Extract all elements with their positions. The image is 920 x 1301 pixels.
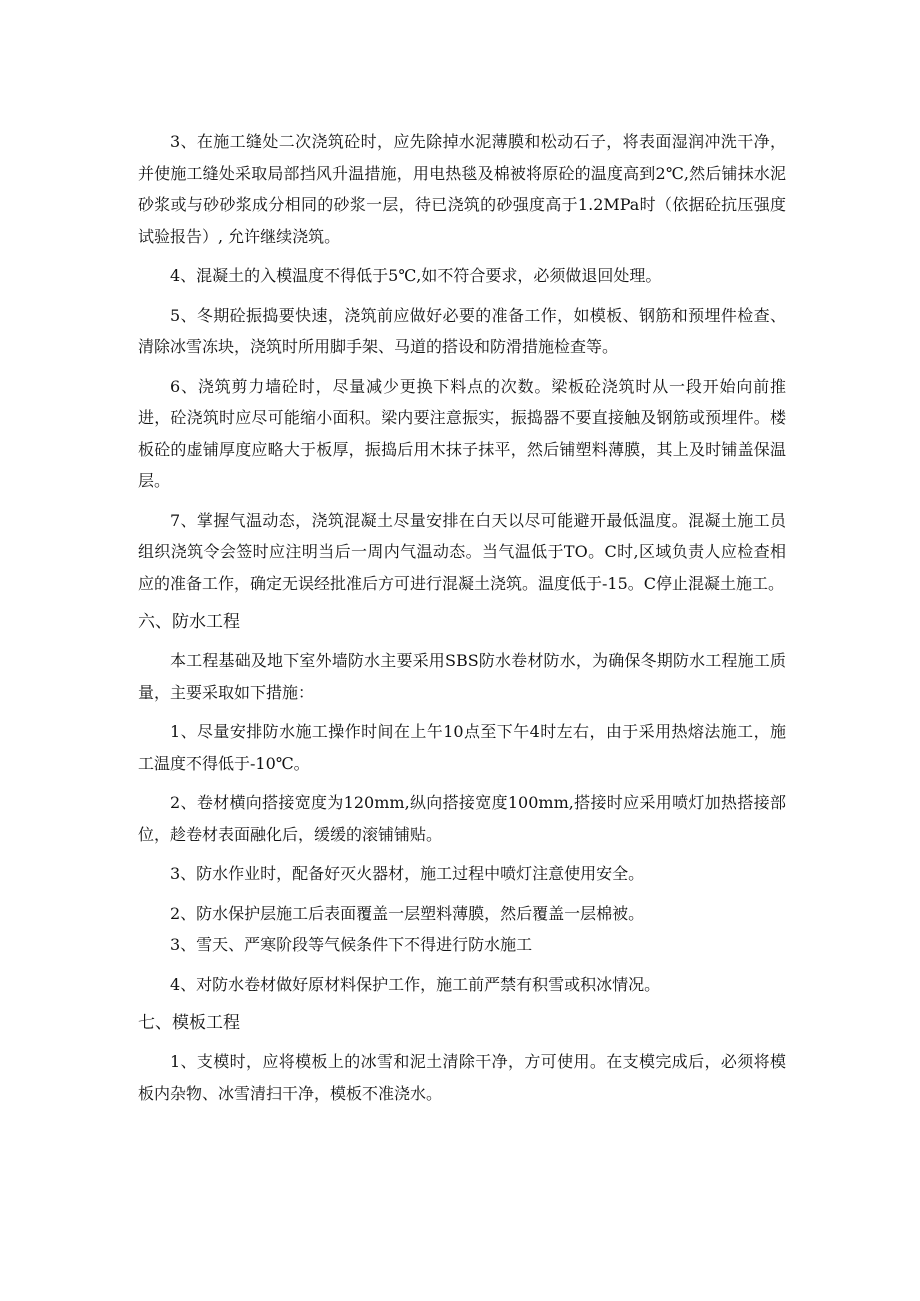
paragraph-material-protection: 4、对防水卷材做好原材料保护工作，施工前严禁有积雪或积冰情况。 <box>170 974 661 994</box>
paragraph-temperature-monitoring: 7、掌握气温动态，浇筑混凝土尽量安排在白天以尽可能避开最低温度。混凝土施工员组织浇筑令会签时应注明当后一周内气温动态。当气温低于TO。C时,区域负责人应检查相应的准备工作，确定无误经批准后方可进行混凝土浇筑。温度低于-15。C停止混凝土施工。 <box>138 510 786 593</box>
document-body <box>138 126 786 1117</box>
paragraph-winter-vibration: 5、冬期砼振捣要快速，浇筑前应做好必要的准备工作，如模板、钢筋和预埋件检查、清除冰雪冻块，浇筑时所用脚手架、马道的搭设和防滑措施检查等。 <box>138 305 786 356</box>
paragraph-concrete-construction-joint: 3、在施工缝处二次浇筑砼时，应先除掉水泥薄膜和松动石子，将表面湿润冲洗干净，并使施工缝处采取局部挡风升温措施，用电热毯及棉被将原砼的温度高到2℃,然后铺抹水泥砂浆或与砂砂浆成分相同的砂浆一层，待已浇筑的砂强度高于1.2MPa时（依据砼抗压强度试验报告）, 允许继续浇筑。 <box>138 132 786 246</box>
section-heading-waterproofing: 六、防水工程 <box>138 612 240 632</box>
paragraph-formwork-cleaning: 1、支模时，应将模板上的冰雪和泥土清除干净，方可使用。在支模完成后，必须将模板内杂物、冰雪清扫干净，模板不准浇水。 <box>138 1052 786 1103</box>
paragraph-fire-safety: 3、防水作业时，配备好灭火器材，施工过程中喷灯注意使用安全。 <box>170 864 645 883</box>
paragraph-shear-wall-pouring: 6、浇筑剪力墙砼时，尽量减少更换下料点的次数。梁板砼浇筑时从一段开始向前推进，砼浇筑时应尽可能缩小面积。梁内要注意振实，振捣器不要直接触及钢筋或预埋件。楼板砼的虚铺厚度应略大于板厚，振捣后用木抹子抹平，然后铺塑料薄膜，其上及时铺盖保温层。 <box>138 376 786 490</box>
paragraph-protective-layer: 2、防水保护层施工后表面覆盖一层塑料薄膜，然后覆盖一层棉被。 <box>170 903 645 923</box>
paragraph-membrane-overlap: 2、卷材横向搭接宽度为120mm,纵向搭接宽度100mm,搭接时应采用喷灯加热搭接部位，趁卷材表面融化后，缓缓的滚铺铺贴。 <box>138 793 786 844</box>
paragraph-weather-restriction: 3、雪天、严寒阶段等气候条件下不得进行防水施工 <box>170 935 533 954</box>
paragraph-concrete-mold-temperature: 4、混凝土的入模温度不得低于5℃,如不符合要求，必须做退回处理。 <box>170 266 662 285</box>
section-heading-formwork: 七、模板工程 <box>138 1013 240 1033</box>
paragraph-waterproofing-intro: 本工程基础及地下室外墙防水主要采用SBS防水卷材防水，为确保冬期防水工程施工质量，主要采取如下措施： <box>138 651 786 702</box>
paragraph-waterproofing-time: 1、尽量安排防水施工操作时间在上午10点至下午4时左右，由于采用热熔法施工，施工温度不得低于-10℃。 <box>138 722 786 773</box>
